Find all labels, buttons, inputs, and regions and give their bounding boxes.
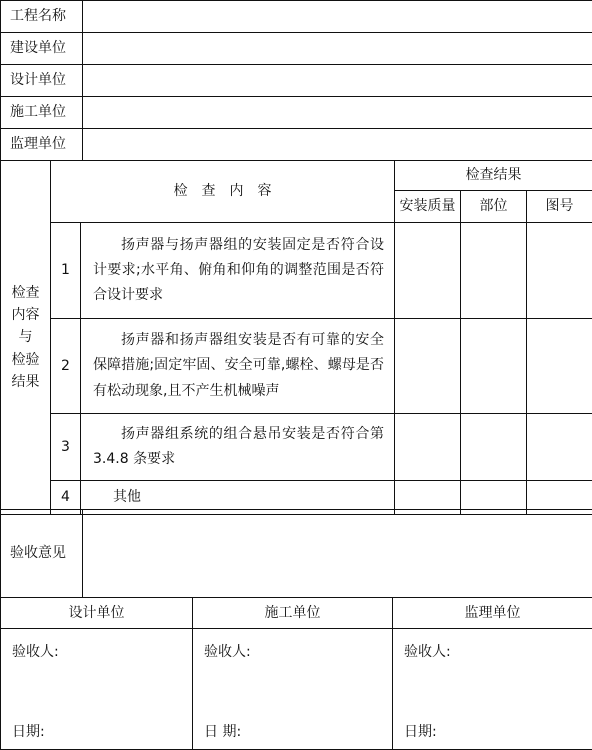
item-location-cell[interactable] <box>461 223 527 319</box>
project-info-table <box>0 0 592 161</box>
supervision-unit-heading: 监理单位 <box>393 598 592 629</box>
info-row-design-unit <box>1 65 592 97</box>
item-location-cell[interactable] <box>461 319 527 414</box>
builder-unit-label: 施工单位 <box>1 97 83 129</box>
item-number: 1 <box>51 223 81 319</box>
info-row-project-name <box>1 1 592 33</box>
result-col-drawing-no: 图号 <box>527 191 592 223</box>
content-header: 检查内容 <box>51 161 395 223</box>
opinion-value[interactable] <box>83 510 592 598</box>
supervision-unit-signature[interactable] <box>393 629 592 750</box>
design-unit-label: 设计单位 <box>1 65 83 97</box>
item-quality-cell[interactable] <box>395 414 461 481</box>
info-row-builder-unit <box>1 97 592 129</box>
item-quality-cell[interactable] <box>395 223 461 319</box>
signature-body-row <box>1 629 592 750</box>
construction-unit-label: 建设单位 <box>1 33 83 65</box>
info-row-supervision-unit <box>1 129 592 161</box>
signature-header-row <box>1 598 592 629</box>
signature-table <box>0 597 592 750</box>
table-row <box>1 319 592 414</box>
item-content: 扬声器与扬声器组的安装固定是否符合设计要求;水平角、俯角和仰角的调整范围是否符合设计要求 <box>81 223 395 319</box>
item-drawing-cell[interactable] <box>527 414 592 481</box>
item-number: 3 <box>51 414 81 481</box>
builder-unit-heading: 施工单位 <box>193 598 393 629</box>
result-header: 检查结果 <box>395 161 592 191</box>
builder-unit-signature[interactable] <box>193 629 393 750</box>
builder-unit-value[interactable] <box>83 97 592 129</box>
design-unit-value[interactable] <box>83 65 592 97</box>
date-label: 日 期: <box>204 723 241 742</box>
acceptor-label: 验收人: <box>404 643 451 662</box>
item-content: 扬声器组系统的组合悬吊安装是否符合第 3.4.8 条要求 <box>81 414 395 481</box>
construction-unit-value[interactable] <box>83 33 592 65</box>
design-unit-signature[interactable] <box>1 629 193 750</box>
item-drawing-cell[interactable] <box>527 319 592 414</box>
acceptor-label: 验收人: <box>12 643 59 662</box>
project-name-value[interactable] <box>83 1 592 33</box>
inspection-side-label: 检查 内容 与 检验 结果 <box>1 161 51 515</box>
opinion-table <box>0 509 592 598</box>
result-col-location: 部位 <box>461 191 527 223</box>
item-location-cell[interactable] <box>461 414 527 481</box>
opinion-row <box>1 510 592 598</box>
inspection-header-row <box>1 161 592 191</box>
project-name-label: 工程名称 <box>1 1 83 33</box>
table-row <box>1 414 592 481</box>
result-col-quality: 安装质量 <box>395 191 461 223</box>
table-row <box>1 223 592 319</box>
info-row-construction-unit <box>1 33 592 65</box>
item-number: 2 <box>51 319 81 414</box>
date-label: 日期: <box>12 723 45 742</box>
supervision-unit-label: 监理单位 <box>1 129 83 161</box>
item-number: 4 <box>51 481 81 515</box>
inspection-table <box>0 160 592 515</box>
opinion-label: 验收意见 <box>1 510 83 598</box>
supervision-unit-value[interactable] <box>83 129 592 161</box>
date-label: 日期: <box>404 723 437 742</box>
design-unit-heading: 设计单位 <box>1 598 193 629</box>
item-content: 扬声器和扬声器组安装是否有可靠的安全保障措施;固定牢固、安全可靠,螺栓、螺母是否有松动现象,且不产生机械噪声 <box>81 319 395 414</box>
acceptor-label: 验收人: <box>204 643 251 662</box>
item-drawing-cell[interactable] <box>527 223 592 319</box>
item-quality-cell[interactable] <box>395 319 461 414</box>
item-content: 其他 <box>81 481 395 515</box>
